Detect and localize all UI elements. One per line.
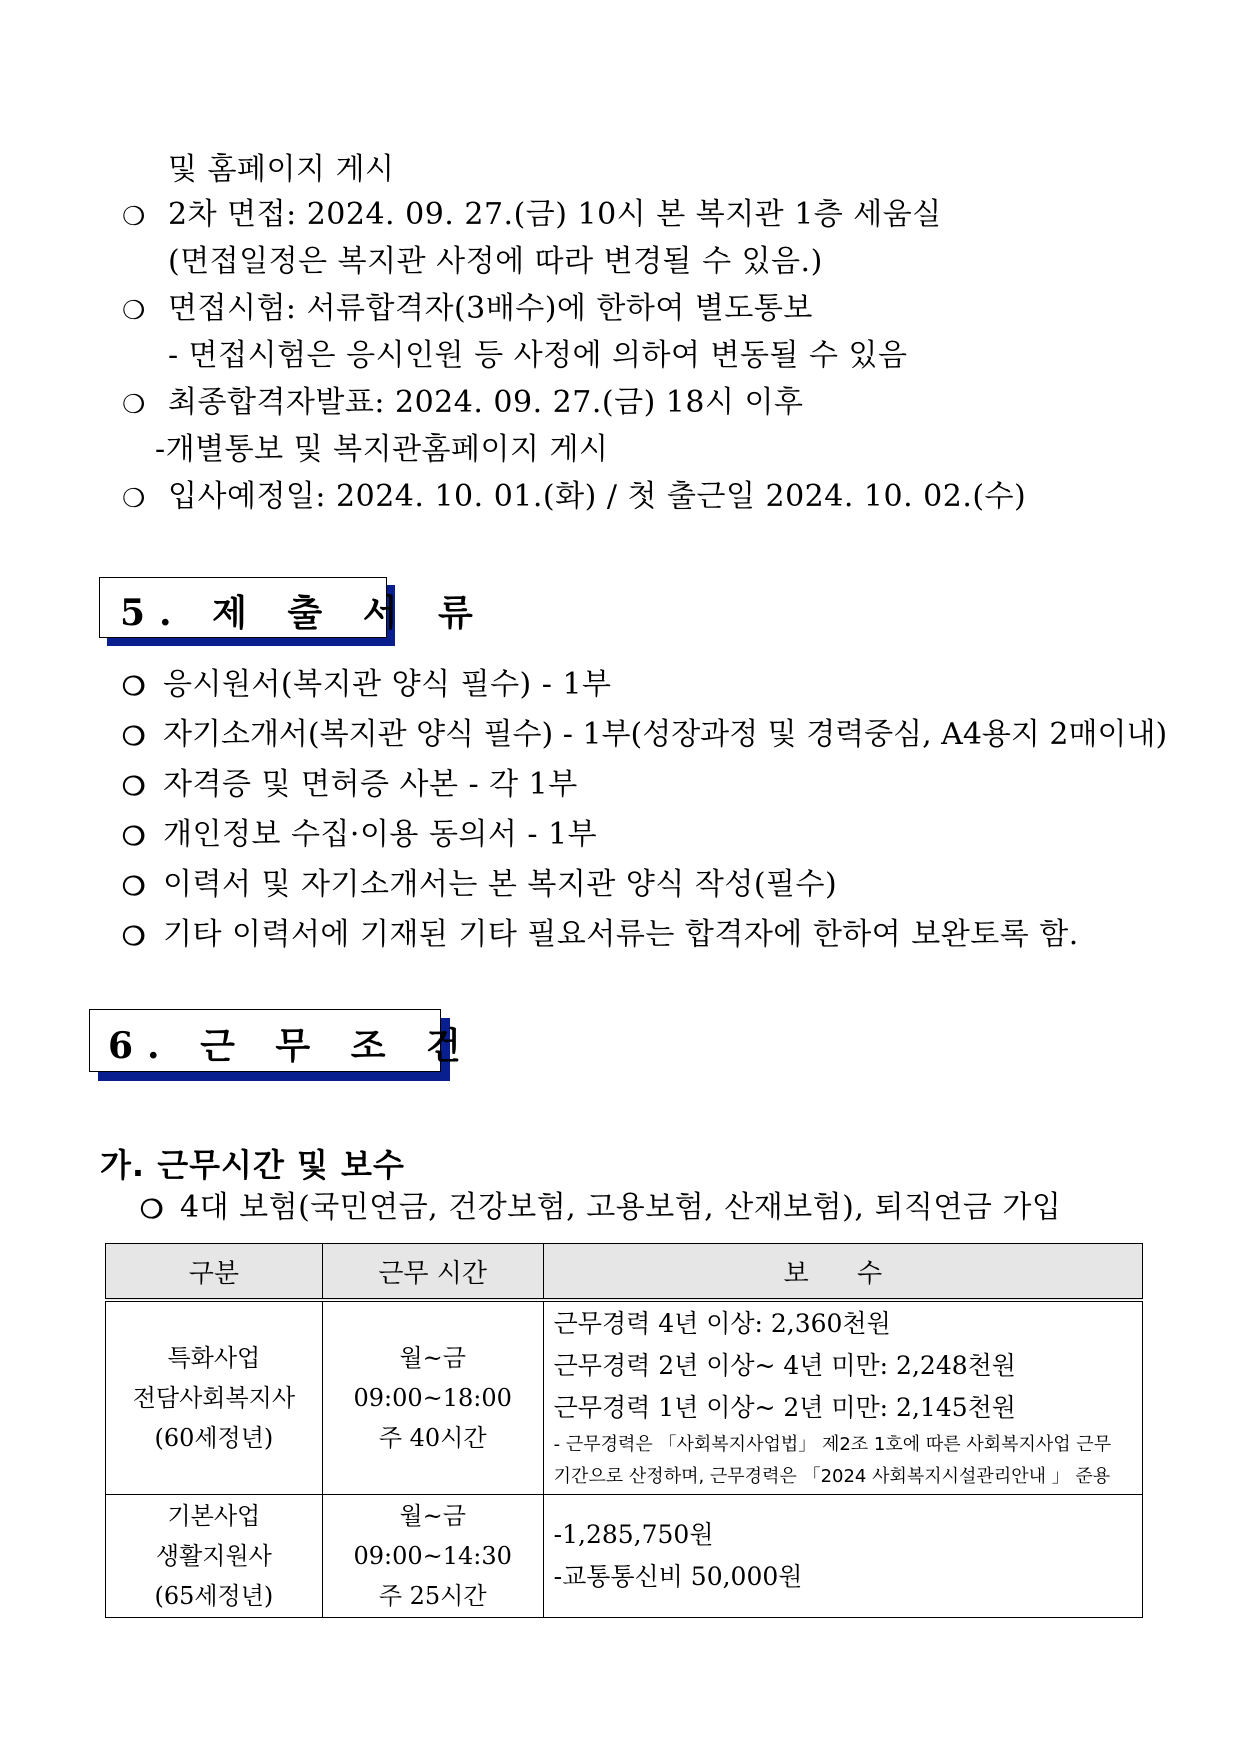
work-conditions-table: [105, 1243, 1143, 1618]
section6-title: 6. 근 무 조 건: [108, 1025, 475, 1067]
doc-item: 자기소개서(복지관 양식 필수) - 1부(성장과정 및 경력중심, A4용지 2매이내): [163, 717, 1168, 752]
hours-line: 월~금: [399, 1502, 466, 1530]
row1-hours: [322, 1300, 543, 1495]
pay-line: -교통통신비 50,000원: [553, 1562, 803, 1591]
doc-item: 기타 이력서에 기재된 기타 필요서류는 합격자에 한하여 보완토록 함.: [163, 917, 1079, 952]
circle-bullet-icon: ❍: [122, 722, 146, 752]
circle-bullet-icon: ❍: [122, 296, 146, 326]
circle-bullet-icon: ❍: [122, 202, 146, 232]
interview2-note: (면접일정은 복지관 사정에 따라 변경될 수 있음.): [168, 244, 823, 279]
hours-line: 09:00~14:30: [353, 1542, 512, 1570]
interview2-line: 2차 면접: 2024. 09. 27.(금) 10시 본 복지관 1층 세움실: [168, 197, 942, 232]
pay-note: - 근무경력은 「사회복지사업법」 제2조 1호에 따른 사회복지사업 근무: [553, 1434, 1112, 1455]
hours-line: 주 40시간: [378, 1424, 487, 1452]
circle-bullet-icon: ❍: [122, 822, 146, 852]
pay-line: 근무경력 2년 이상~ 4년 미만: 2,248천원: [553, 1351, 1016, 1380]
header-pay: 보 수: [543, 1244, 1142, 1301]
start-line: 입사예정일: 2024. 10. 01.(화) / 첫 출근일 2024. 10. 02.(수): [168, 479, 1027, 514]
doc-item: 자격증 및 면허증 사본 - 각 1부: [163, 767, 578, 802]
exam-line: 면접시험: 서류합격자(3배수)에 한하여 별도통보: [168, 291, 813, 326]
category-line: 생활지원사: [155, 1542, 272, 1570]
circle-bullet-icon: ❍: [122, 484, 146, 514]
category-line: 전담사회복지사: [132, 1384, 296, 1412]
row1-category: [106, 1300, 323, 1495]
pay-line: -1,285,750원: [553, 1520, 714, 1549]
row2-hours: [322, 1495, 543, 1618]
hours-line: 월~금: [399, 1344, 466, 1372]
circle-bullet-icon: ❍: [122, 872, 146, 902]
category-line: 특화사업: [167, 1344, 261, 1372]
circle-bullet-icon: ❍: [122, 772, 146, 802]
hours-line: 09:00~18:00: [353, 1384, 512, 1412]
category-line: (60세정년): [154, 1424, 274, 1452]
row1-pay: [543, 1300, 1142, 1495]
row2-category: [106, 1495, 323, 1618]
final-line: 최종합격자발표: 2024. 09. 27.(금) 18시 이후: [168, 385, 804, 420]
exam-note: - 면접시험은 응시인원 등 사정에 의하여 변동될 수 있음: [168, 338, 908, 373]
table-header-row: [106, 1244, 1143, 1301]
circle-bullet-icon: ❍: [122, 672, 146, 702]
header-hours: 근무 시간: [322, 1244, 543, 1301]
category-line: 기본사업: [167, 1502, 261, 1530]
doc-item: 이력서 및 자기소개서는 본 복지관 양식 작성(필수): [163, 867, 838, 902]
row2-pay: [543, 1495, 1142, 1618]
table-row: [106, 1300, 1143, 1495]
category-line: (65세정년): [154, 1582, 274, 1610]
pay-line: 근무경력 4년 이상: 2,360천원: [553, 1309, 891, 1338]
final-note: -개별통보 및 복지관홈페이지 게시: [155, 432, 609, 467]
circle-bullet-icon: ❍: [122, 390, 146, 420]
header-category: 구분: [106, 1244, 323, 1301]
subsection-a-title: 가. 근무시간 및 보수: [100, 1146, 405, 1184]
table-row: [106, 1495, 1143, 1618]
section5-title: 5. 제 출 서 류: [120, 592, 487, 634]
hours-line: 주 25시간: [378, 1582, 487, 1610]
doc-item: 응시원서(복지관 양식 필수) - 1부: [163, 667, 612, 702]
pay-note: 기간으로 산정하며, 근무경력은 「2024 사회복지시설관리안내 」 준용: [553, 1466, 1111, 1487]
circle-bullet-icon: ❍: [122, 922, 146, 952]
pay-line: 근무경력 1년 이상~ 2년 미만: 2,145천원: [553, 1393, 1016, 1422]
insurance-line: 4대 보험(국민연금, 건강보험, 고용보험, 산재보험), 퇴직연금 가입: [180, 1190, 1062, 1225]
circle-bullet-icon: ❍: [140, 1195, 164, 1225]
doc-item: 개인정보 수집·이용 동의서 - 1부: [163, 817, 598, 852]
schedule-line-homepage: 및 홈페이지 게시: [168, 152, 395, 187]
